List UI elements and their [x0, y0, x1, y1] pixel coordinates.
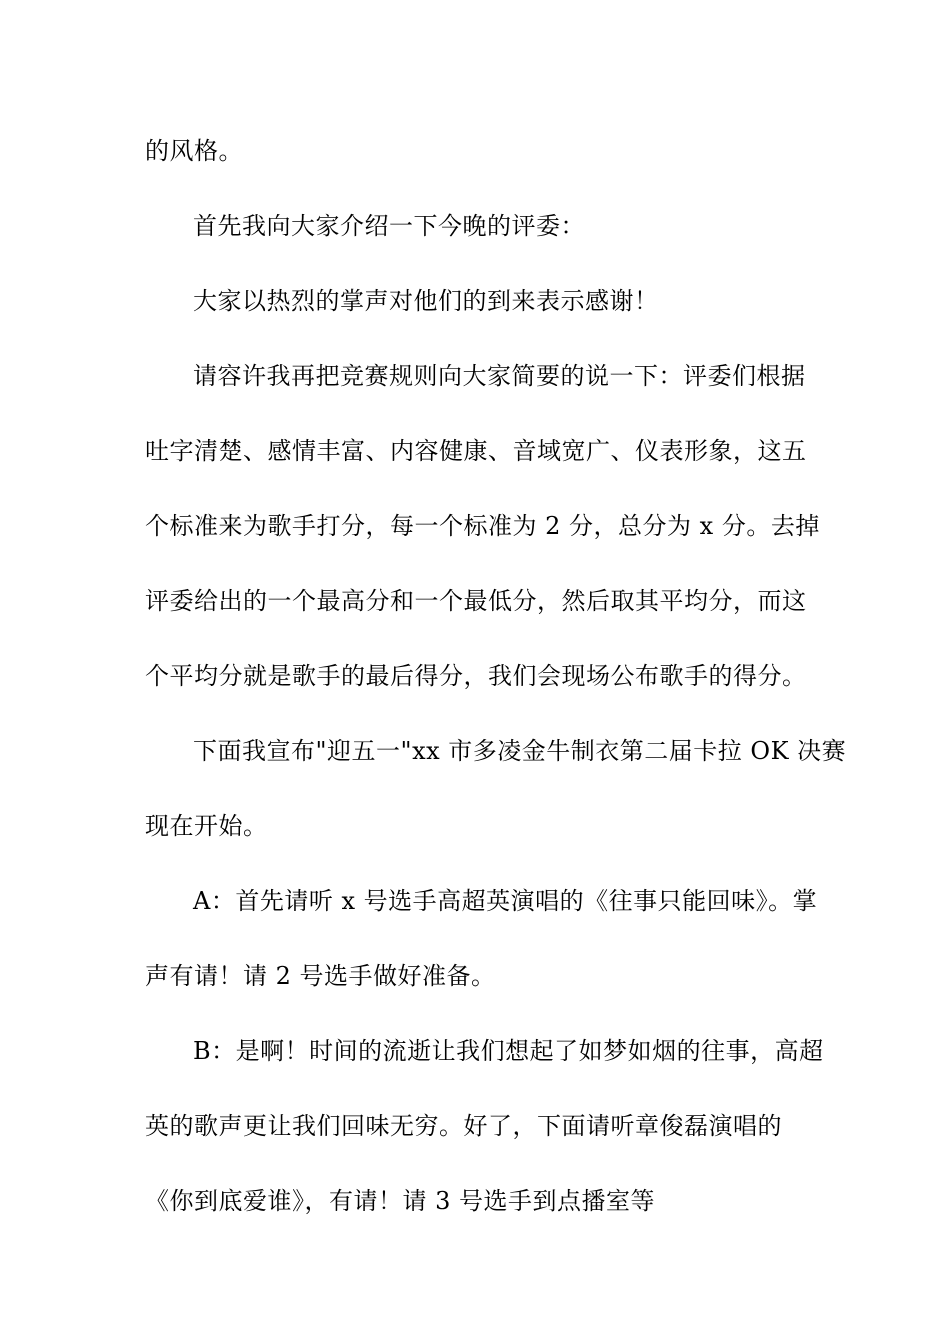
text-line: 下面我宣布"迎五一"xx 市多凌金牛制衣第二届卡拉 OK 决赛: [193, 737, 847, 765]
text-line: 英的歌声更让我们回味无穷。好了，下面请听章俊磊演唱的: [145, 1112, 782, 1140]
text-line: 声有请！请 2 号选手做好准备。: [145, 962, 496, 990]
text-line: 的风格。: [145, 137, 243, 165]
text-line: 个平均分就是歌手的最后得分，我们会现场公布歌手的得分。: [145, 662, 807, 690]
text-line: 个标准来为歌手打分，每一个标准为 2 分，总分为 x 分。去掉: [145, 512, 820, 540]
text-line: 请容许我再把竞赛规则向大家简要的说一下：评委们根据: [193, 362, 806, 390]
text-line: B：是啊！时间的流逝让我们想起了如梦如烟的往事，高超: [193, 1037, 824, 1065]
text-line: 吐字清楚、感情丰富、内容健康、音域宽广、仪表形象，这五: [145, 437, 807, 465]
text-line: 《你到底爱谁》，有请！请 3 号选手到点播室等: [145, 1187, 656, 1215]
text-line: A：首先请听 x 号选手高超英演唱的《往事只能回味》。掌: [193, 887, 818, 915]
text-line: 现在开始。: [145, 812, 268, 840]
text-line: 首先我向大家介绍一下今晚的评委：: [193, 212, 585, 240]
text-line: 大家以热烈的掌声对他们的到来表示感谢！: [193, 287, 659, 315]
text-line: 评委给出的一个最高分和一个最低分，然后取其平均分，而这: [145, 587, 807, 615]
